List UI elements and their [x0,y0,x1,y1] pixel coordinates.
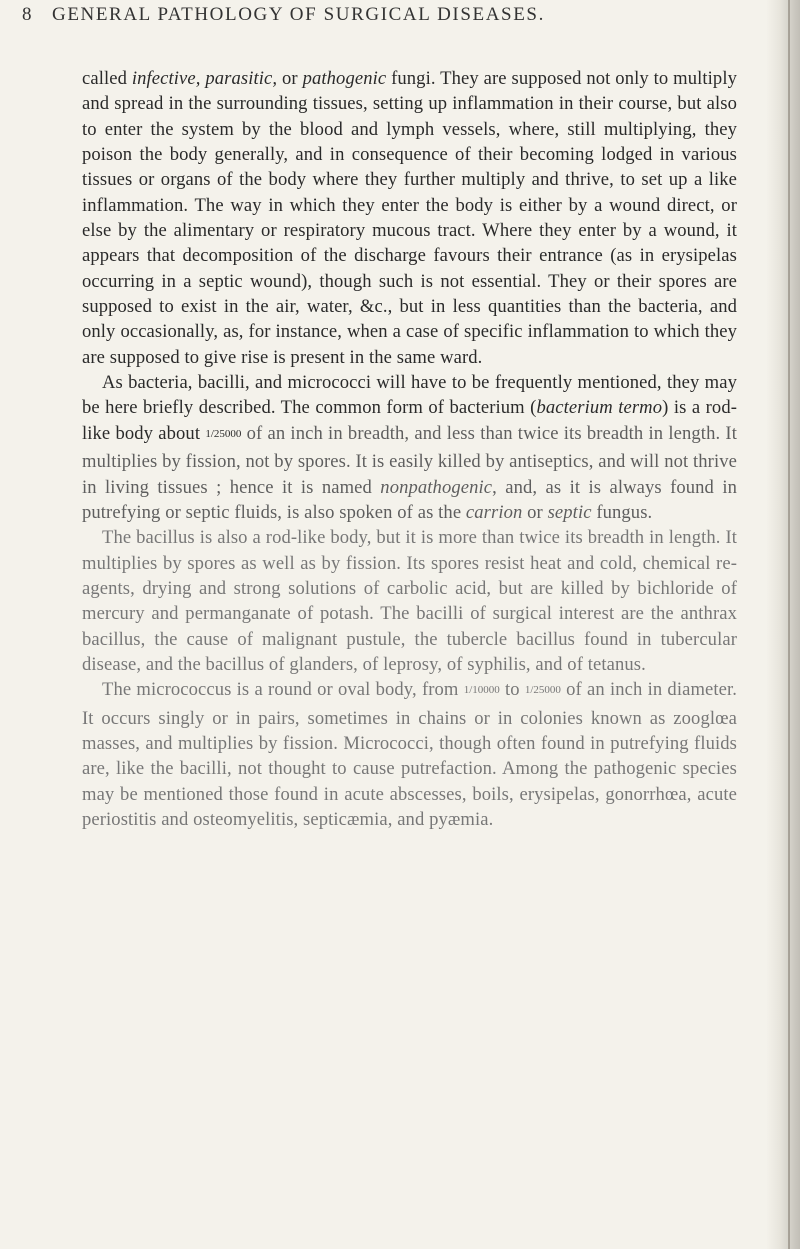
text-run: of an inch in breadth, and less than twice its breadth in length. It multiplies by fission, not by spores. It is easily killed by antiseptics, and will not thrive in living tissues ; hence it is named [82,422,737,498]
text-run: As bacteria, bacilli, and micrococci will have to be frequently mentioned, they may be here briefly described. The common form of bacterium ( [82,372,737,419]
text-run: of an inch in diameter. It occurs singly or in pairs, sometimes in chains or in colonies known as zooglœa masses, and multiplies by fission. Micrococci, though often found in putrefying fluids are, like the bacilli, not thought to cause putrefaction. Among the pathogenic species may be mentioned those found in acute abscesses, boils, erysipelas, gonorrhœa, acute periostitis and osteomyelitis, septicæmia, and pyæmia. [82,679,737,830]
fraction: 1/10000 [463,684,500,697]
italic-term: infective, parasitic, [131,68,278,89]
italic-term: pathogenic [302,68,387,89]
text-run: to [499,679,525,701]
fraction: 1/25000 [205,427,242,440]
page-edge [788,0,790,1249]
text-run: ) is a rod-like body about [82,397,738,444]
italic-term: septic [547,501,592,523]
running-head [22,4,762,34]
fraction: 1/25000 [524,684,561,697]
paragraph-micrococcus [82,677,737,832]
text-run: called [82,68,132,89]
text-run: , and, as it is always found in putrefying or septic fluids, is also spoken of as the [82,476,737,523]
text-run: fungus. [591,501,653,523]
body-text [82,66,737,832]
italic-term: bacterium termo [536,397,663,419]
paragraph-infective-fungi [82,66,737,370]
text-run: The bacillus is also a rod-like body, but it is more than twice its breadth in length. It multiplies by spores as well as by fission. Its spores resist heat and cold, chemical re-agents, drying and strong solutions of carbolic acid, but are killed by bichloride of mercury and permanganate of potash. The bacilli of surgical interest are the anthrax bacillus, the cause of malignant pustule, the tubercle bacillus found in tubercular disease, and the bacillus of glanders, of leprosy, of syphilis, and of tetanus. [82,527,737,675]
italic-term: nonpathogenic [380,476,493,498]
text-run: or [522,501,548,523]
italic-term: carrion [465,501,523,523]
binding-shadow [766,0,800,1249]
page-number: 8 [22,4,34,25]
running-title: GENERAL PATHOLOGY OF SURGICAL DISEASES. [52,4,545,25]
text-run: fungi. They are supposed not only to multiply and spread in the surrounding tissues, setting up inflammation in their course, but also to enter the system by the blood and lymph vessels, where, still multiplying, they poison the body generally, and in consequence of their becoming lodged in various tissues or organs of the body where they further multiply and thrive, to set up a like inflammation. The way in which they enter the body is either by a wound direct, or else by the alimentary or respiratory mucous tract. Where they enter by a wound, it appears that decomposition of the discharge favours their entrance (as in erysipelas occurring in a septic wound), though such is not essential. They or their spores are supposed to exist in the air, water, &c., but in less quantities than the bacteria, and only occasionally, as, for instance, when a case of specific inflammation to which they are supposed to give rise is present in the same ward. [82,68,737,368]
paragraph-bacteria [82,370,737,525]
text-run: or [277,68,303,89]
paragraph-bacillus [82,525,737,677]
text-run: The micrococcus is a round or oval body, from [102,679,464,701]
